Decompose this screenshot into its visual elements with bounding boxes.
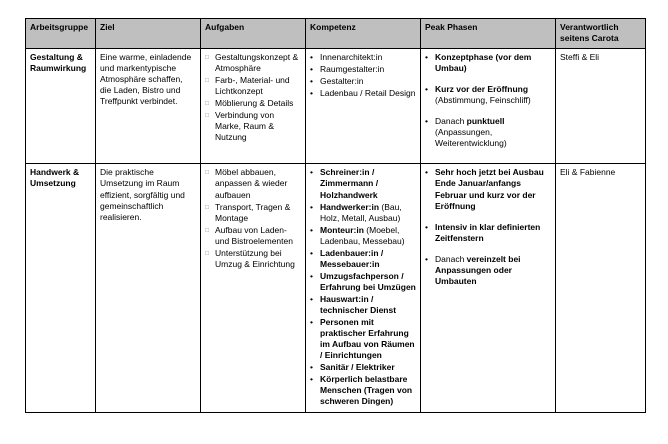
list-item-text xyxy=(215,225,301,247)
list-item-text xyxy=(215,110,301,143)
text-segment: punktuell xyxy=(466,116,505,127)
text-segment: Möblierung & Details xyxy=(215,98,294,109)
text-segment: Sanitär / Elektriker xyxy=(320,362,395,373)
table-row xyxy=(26,49,646,164)
bullet-icon: • xyxy=(310,88,313,99)
text-segment: (Moebel, Ladenbau, Messebau) xyxy=(320,224,405,246)
text-segment: Gestaltungskonzept & Atmosphäre xyxy=(215,52,299,74)
text-segment: Monteur:in xyxy=(320,224,364,235)
list-item xyxy=(310,317,416,361)
checkbox-bullet-icon: □ xyxy=(205,100,209,108)
text-segment: Handwerker:in xyxy=(320,201,380,212)
bullet-icon: • xyxy=(310,374,313,385)
checkbox-bullet-icon: □ xyxy=(205,77,209,85)
list-item xyxy=(425,84,551,106)
list-item-text xyxy=(320,271,416,293)
list-item xyxy=(310,76,416,87)
text-segment: Personen mit praktischer Erfahrung im Aufbau von Räumen / Einrichtungen xyxy=(320,317,415,361)
list-item xyxy=(310,271,416,293)
list-item-text xyxy=(320,76,416,87)
list-item-text xyxy=(435,52,551,74)
list-item xyxy=(205,167,301,200)
group-cell: Handwerk & Umsetzung xyxy=(26,164,96,413)
text-segment: Intensiv in klar definierten Zeitfenstern xyxy=(435,221,541,243)
bullet-icon: • xyxy=(425,116,428,127)
list-item-text xyxy=(435,116,551,149)
list-item-text xyxy=(320,88,416,99)
list-item xyxy=(310,374,416,407)
list-item-text xyxy=(215,248,301,270)
text-segment: Unterstützung bei Umzug & Einrichtung xyxy=(215,247,295,269)
bullet-icon: • xyxy=(310,362,313,373)
bullet-icon: • xyxy=(310,224,313,235)
bullet-icon: • xyxy=(425,253,428,264)
table-body xyxy=(26,49,646,413)
goal-cell: Eine warme, einladende und markentypische Atmosphäre schaffen, die Laden, Bistro und Treffpunkt verbindet. xyxy=(96,49,201,164)
list-item xyxy=(425,116,551,149)
header-row xyxy=(26,19,646,49)
bullet-icon: • xyxy=(310,247,313,258)
bullet-icon: • xyxy=(425,52,428,63)
checkbox-bullet-icon: □ xyxy=(205,54,209,62)
bullet-icon: • xyxy=(310,167,313,178)
column-header-tasks: Aufgaben xyxy=(201,19,306,49)
checkbox-bullet-icon: □ xyxy=(205,169,209,177)
text-segment: bei Anpassungen oder Umbauten xyxy=(435,253,521,286)
list-item-text xyxy=(320,64,416,75)
checkbox-bullet-icon: □ xyxy=(205,203,209,211)
list-item-text xyxy=(435,167,551,211)
list-item-text xyxy=(435,84,551,106)
list-item-text xyxy=(320,225,416,247)
peak-cell xyxy=(421,164,556,413)
list-item xyxy=(205,52,301,74)
bullet-icon: • xyxy=(310,293,313,304)
bullet-icon: • xyxy=(310,76,313,87)
tasks-cell xyxy=(201,49,306,164)
text-segment: (Bau, Holz, Metall, Ausbau) xyxy=(320,201,402,223)
checkbox-bullet-icon: □ xyxy=(205,112,209,120)
tasks-cell xyxy=(201,164,306,413)
list-item-text xyxy=(435,222,551,244)
column-header-competence: Kompetenz xyxy=(306,19,421,49)
text-segment: Ladenbau / Retail Design xyxy=(320,88,416,99)
group-cell: Gestaltung & Raumwirkung xyxy=(26,49,96,164)
list-item xyxy=(425,222,551,244)
goal-cell: Die praktische Umsetzung im Raum effizient, sorgfältig und gemeinschaftlich realisieren. xyxy=(96,164,201,413)
list-item-text xyxy=(320,167,416,200)
list-item xyxy=(310,362,416,373)
text-segment: vereinzelt xyxy=(466,253,506,264)
bullet-icon: • xyxy=(425,221,428,232)
list-item-text xyxy=(320,202,416,224)
list-item xyxy=(310,88,416,99)
text-segment: Danach xyxy=(435,116,467,127)
list-item xyxy=(425,254,551,287)
list-item xyxy=(310,64,416,75)
competence-cell xyxy=(306,164,421,413)
bullet-icon: • xyxy=(425,84,428,95)
text-segment: Transport, Tragen & Montage xyxy=(215,201,291,223)
list-item-text xyxy=(435,254,551,287)
list-item-text xyxy=(215,52,301,74)
bullet-icon: • xyxy=(310,52,313,63)
list-item xyxy=(310,294,416,316)
list-item-text xyxy=(215,167,301,200)
bullet-icon: • xyxy=(310,317,313,328)
list-item xyxy=(425,52,551,74)
checkbox-bullet-icon: □ xyxy=(205,249,209,257)
list-item xyxy=(310,167,416,200)
text-segment: Möbel abbauen, anpassen & wieder aufbauen xyxy=(215,167,288,200)
list-item xyxy=(205,98,301,109)
responsible-cell: Eli & Fabienne xyxy=(556,164,646,413)
list-item xyxy=(310,248,416,270)
list-item xyxy=(310,52,416,63)
column-header-group: Arbeitsgruppe xyxy=(26,19,96,49)
list-item-text xyxy=(320,52,416,63)
text-segment: Verbindung von Marke, Raum & Nutzung xyxy=(215,110,275,143)
work-groups-table xyxy=(25,18,646,413)
text-segment: (Anpassungen, Weiterentwicklung) xyxy=(435,127,507,149)
text-segment: Farb-, Material- und Lichtkonzept xyxy=(215,75,290,97)
text-segment: Gestalter:in xyxy=(320,76,364,87)
list-item-text xyxy=(215,75,301,97)
peak-cell xyxy=(421,49,556,164)
column-header-peak: Peak Phasen xyxy=(421,19,556,49)
text-segment: Danach xyxy=(435,253,467,264)
list-item-text xyxy=(320,317,416,361)
bullet-icon: • xyxy=(310,270,313,281)
list-item-text xyxy=(215,202,301,224)
text-segment: Konzeptphase (vor dem Umbau) xyxy=(435,52,532,74)
list-item xyxy=(310,202,416,224)
text-segment: Innenarchitekt:in xyxy=(320,52,383,63)
text-segment: Hauswart:in / technischer Dienst xyxy=(320,293,397,315)
list-item xyxy=(205,110,301,143)
text-segment: Kurz vor der Eröffnung xyxy=(435,84,529,95)
list-item-text xyxy=(320,248,416,270)
bullet-icon: • xyxy=(310,64,313,75)
column-header-goal: Ziel xyxy=(96,19,201,49)
list-item xyxy=(310,225,416,247)
list-item-text xyxy=(320,374,416,407)
list-item-text xyxy=(320,362,416,373)
text-segment: Aufbau von Laden- und Bistroelementen xyxy=(215,224,293,246)
column-header-responsible: Verantwortlich seitens Carota xyxy=(556,19,646,49)
competence-cell xyxy=(306,49,421,164)
list-item-text xyxy=(215,98,301,109)
list-item xyxy=(205,202,301,224)
checkbox-bullet-icon: □ xyxy=(205,226,209,234)
list-item xyxy=(205,75,301,97)
text-segment: Sehr hoch jetzt bei Ausbau Ende Januar/anfangs Februar und kurz vor der Eröffnung xyxy=(435,167,544,211)
responsible-cell: Steffi & Eli xyxy=(556,49,646,164)
text-segment: Umzugsfachperson / Erfahrung bei Umzügen xyxy=(320,270,416,292)
list-item-text xyxy=(320,294,416,316)
bullet-icon: • xyxy=(310,201,313,212)
list-item xyxy=(425,167,551,211)
table-row xyxy=(26,164,646,413)
text-segment: Schreiner:in / Zimmermann / Holzhandwerk xyxy=(320,167,379,200)
list-item xyxy=(205,248,301,270)
list-item xyxy=(205,225,301,247)
text-segment: Raumgestalter:in xyxy=(320,64,385,75)
text-segment: (Abstimmung, Feinschliff) xyxy=(435,95,531,106)
text-segment: Körperlich belastbare Menschen (Tragen von schweren Dingen) xyxy=(320,374,413,407)
bullet-icon: • xyxy=(425,167,428,178)
text-segment: Ladenbauer:in / Messebauer:in xyxy=(320,247,384,269)
